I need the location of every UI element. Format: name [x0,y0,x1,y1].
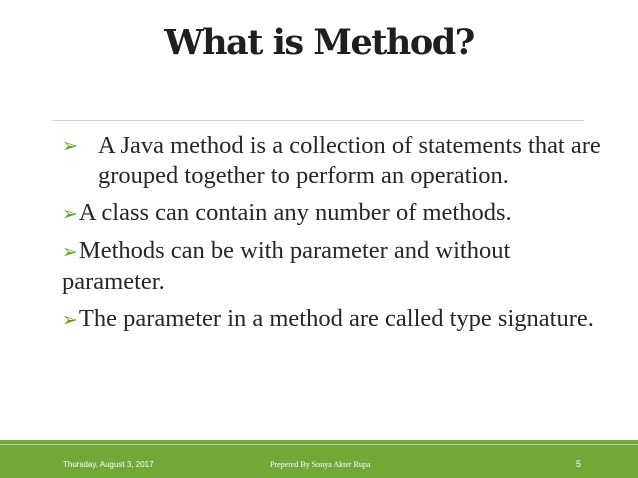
footer-bar [0,440,638,478]
bullet-item-1 [62,131,602,191]
slide-title: What is Method? [164,22,474,63]
footer-divider [0,444,638,445]
bullet-list [62,131,602,342]
bullet-item-4 [62,304,602,335]
arrow-bullet-icon: ➢ [62,203,78,225]
slide-number: 5 [576,459,582,469]
arrow-bullet-icon: ➢ [62,241,78,263]
bullet-text: A Java method is a collection of statements that are grouped together to perform an operation. [98,132,601,189]
bullet-item-3 [62,236,602,297]
arrow-bullet-icon: ➢ [62,309,78,331]
title-divider [52,120,584,121]
bullet-text: The parameter in a method are called type signature. [78,305,594,332]
footer-date: Thursday, August 3, 2017 [63,460,154,469]
arrow-bullet-icon: ➢ [62,135,78,157]
footer-author: Prepered By Sonya Akter Rupa [270,460,371,469]
bullet-item-2 [62,198,602,229]
bullet-text: A class can contain any number of methods. [78,199,512,226]
bullet-text: Methods can be with parameter and without parameter. [62,237,511,295]
